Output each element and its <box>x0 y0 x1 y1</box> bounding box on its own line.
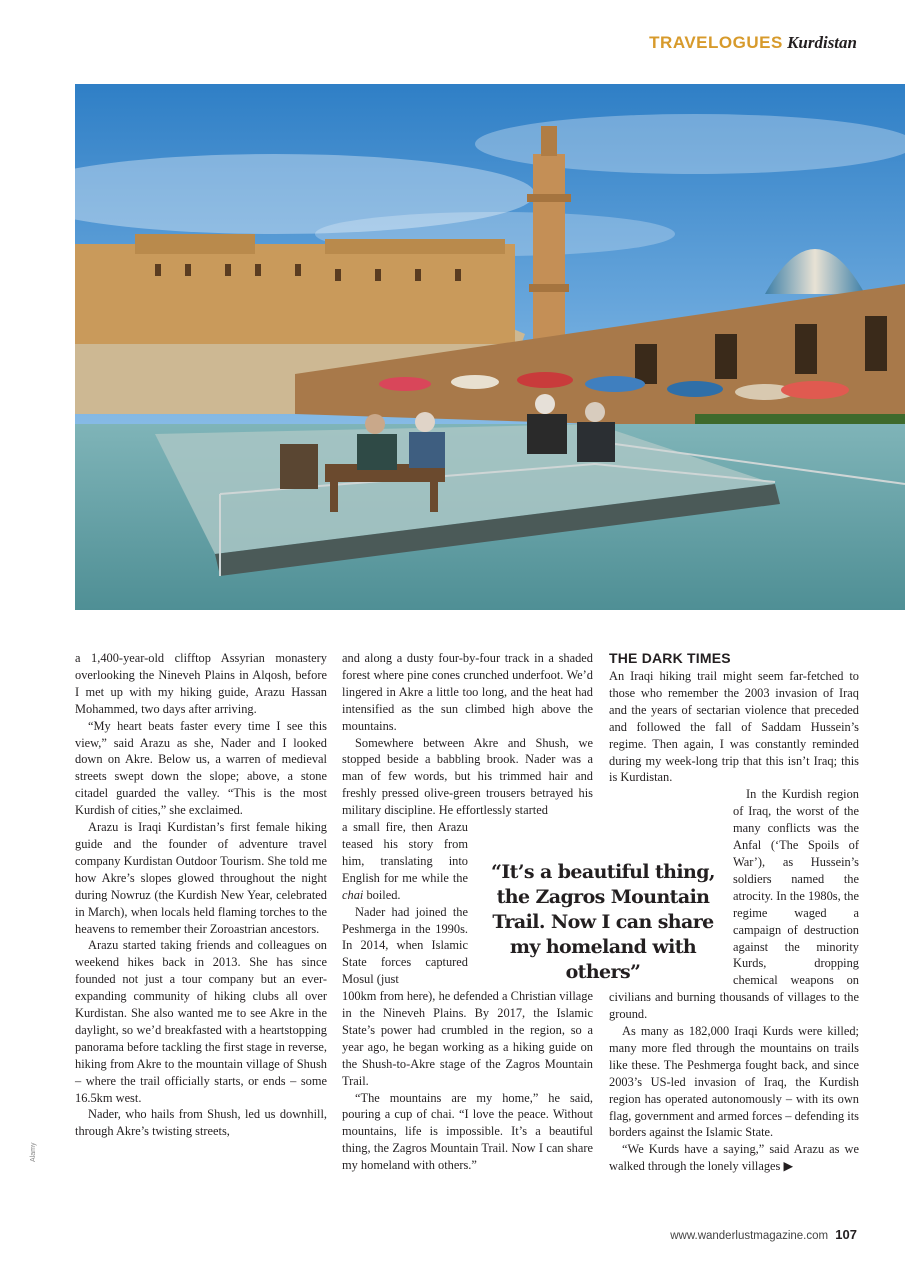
paragraph: “My heart beats faster every time I see this view,” said Arazu as she, Nader and I looked down on Akre. Below us, a warren of medieval streets swept down the slope; above, a stone citadel guarded the valley. “This is the most Kurdish of cities,” she exclaimed. <box>75 718 327 818</box>
column-1 <box>75 650 327 1140</box>
text-run: a small fire, then Arazu teased his story from him, translating into English for me while the <box>342 820 468 885</box>
text-run: boiled. <box>363 887 401 902</box>
section-heading: THE DARK TIMES <box>609 650 731 666</box>
paragraph: “We Kurds have a saying,” said Arazu as we walked through the lonely villages ▶ <box>609 1142 859 1174</box>
website-url: www.wanderlustmagazine.com <box>670 1230 829 1242</box>
running-header <box>649 33 857 53</box>
text-run: In the Kurdish region of Iraq, the worst of the many conflicts was the Anfal (‘The Spoils of War’), as Hussein’s soldiers named the atrocity. In the 1980s, the regime waged a campaign of destruction against the minority Kurds, dropping chemical weapons on civilians and burning thousands of villages to the ground. <box>609 787 859 1022</box>
paragraph <box>609 786 859 1023</box>
paragraph: Arazu is Iraqi Kurdistan’s first female hiking guide and the founder of adventure travel company Kurdistan Outdoor Tourism. She told me how Akre’s slopes glowed throughout the night during Nowruz (the Kurdish New Year, celebrated in March), when locals held flaming torches to the heavens to remember their Zoroastrian ancestors. <box>75 820 327 936</box>
paragraph: Arazu started taking friends and colleagues on weekend hikes back in 2013. She has since founded not just a tour company but an ever-expanding community of hiking clubs all over Kurdistan. She also wanted me to see Akre in the daylight, so we’d breakfasted with a heartstopping panorama before tackling the first stage in reverse, hiking from Akre to the mountain village of Shush – where the trail officially starts, or ends – some 16.5km west. <box>75 938 327 1105</box>
paragraph: Nader, who hails from Shush, led us downhill, through Akre’s twisting streets, <box>75 1107 327 1139</box>
paragraph: 100km from here), he defended a Christian village in the Nineveh Plains. By 2017, the Islamic State’s power had crumbled in the region, so a year ago, he began working as a hiking guide on the Shush-to-Akre stage of the Zagros Mountain Trail. <box>342 989 593 1088</box>
paragraph-narrow: Nader had joined the Peshmerga in the 1990s. In 2014, when Islamic State forces captured Mosul (just <box>342 904 468 987</box>
paragraph: a 1,400-year-old clifftop Assyrian monastery overlooking the Nineveh Plains in Alqosh, before I met up with my hiking guide, Arazu Hassan Mohammed, two days after arriving. <box>75 651 327 716</box>
page-footer <box>670 1227 857 1242</box>
section-country: Kurdistan <box>787 33 857 52</box>
paragraph: and along a dusty four-by-four track in a shaded forest where pine cones crunched underfoot. We’d lingered in Akre a little too long, and the heat had intensified as the sun climbed high above the mountains. <box>342 651 593 733</box>
paragraph: Somewhere between Akre and Shush, we stopped beside a babbling brook. Nader was a man of few words, but his trimmed hair and freshly pressed olive-green trousers betrayed his military discipline. He effortlessly started <box>342 735 593 818</box>
page-number: 107 <box>835 1227 857 1242</box>
column-3 <box>609 650 859 1175</box>
paragraph: An Iraqi hiking trail might seem far-fetched to those who remember the 2003 invasion of Iraq and the years of sectarian violence that preceded and followed the fall of Saddam Hussein’s regime. Then again, I was constantly reminded during my week-long trip that this isn’t Iraq; this is Kurdistan. <box>609 669 859 785</box>
paragraph: “The mountains are my home,” he said, pouring a cup of chai. “I love the peace. Without mountains, life is impossible. It’s a beautiful thing, the Zagros Mountain Trail. Now I can share my homeland with others.” <box>342 1090 593 1173</box>
paragraph-narrow <box>342 819 468 904</box>
citadel-photo <box>75 84 905 610</box>
pull-quote: “It’s a beautiful thing, the Zagros Mountain Trail. Now I can share my homeland with others” <box>491 861 715 983</box>
italic-word: chai <box>342 887 364 902</box>
paragraph: As many as 182,000 Iraqi Kurds were killed; many more fled through the mountains on trails like these. The Peshmerga fought back, and since 2003’s US-led invasion of Iraq, the Kurdish region has operated autonomously – with its own flag, government and armed forces – defending its borders against the Islamic State. <box>609 1024 859 1140</box>
photo-credit: Alamy <box>30 1142 37 1162</box>
pullquote-space <box>609 786 733 972</box>
section-label: TRAVELOGUES <box>649 33 783 52</box>
